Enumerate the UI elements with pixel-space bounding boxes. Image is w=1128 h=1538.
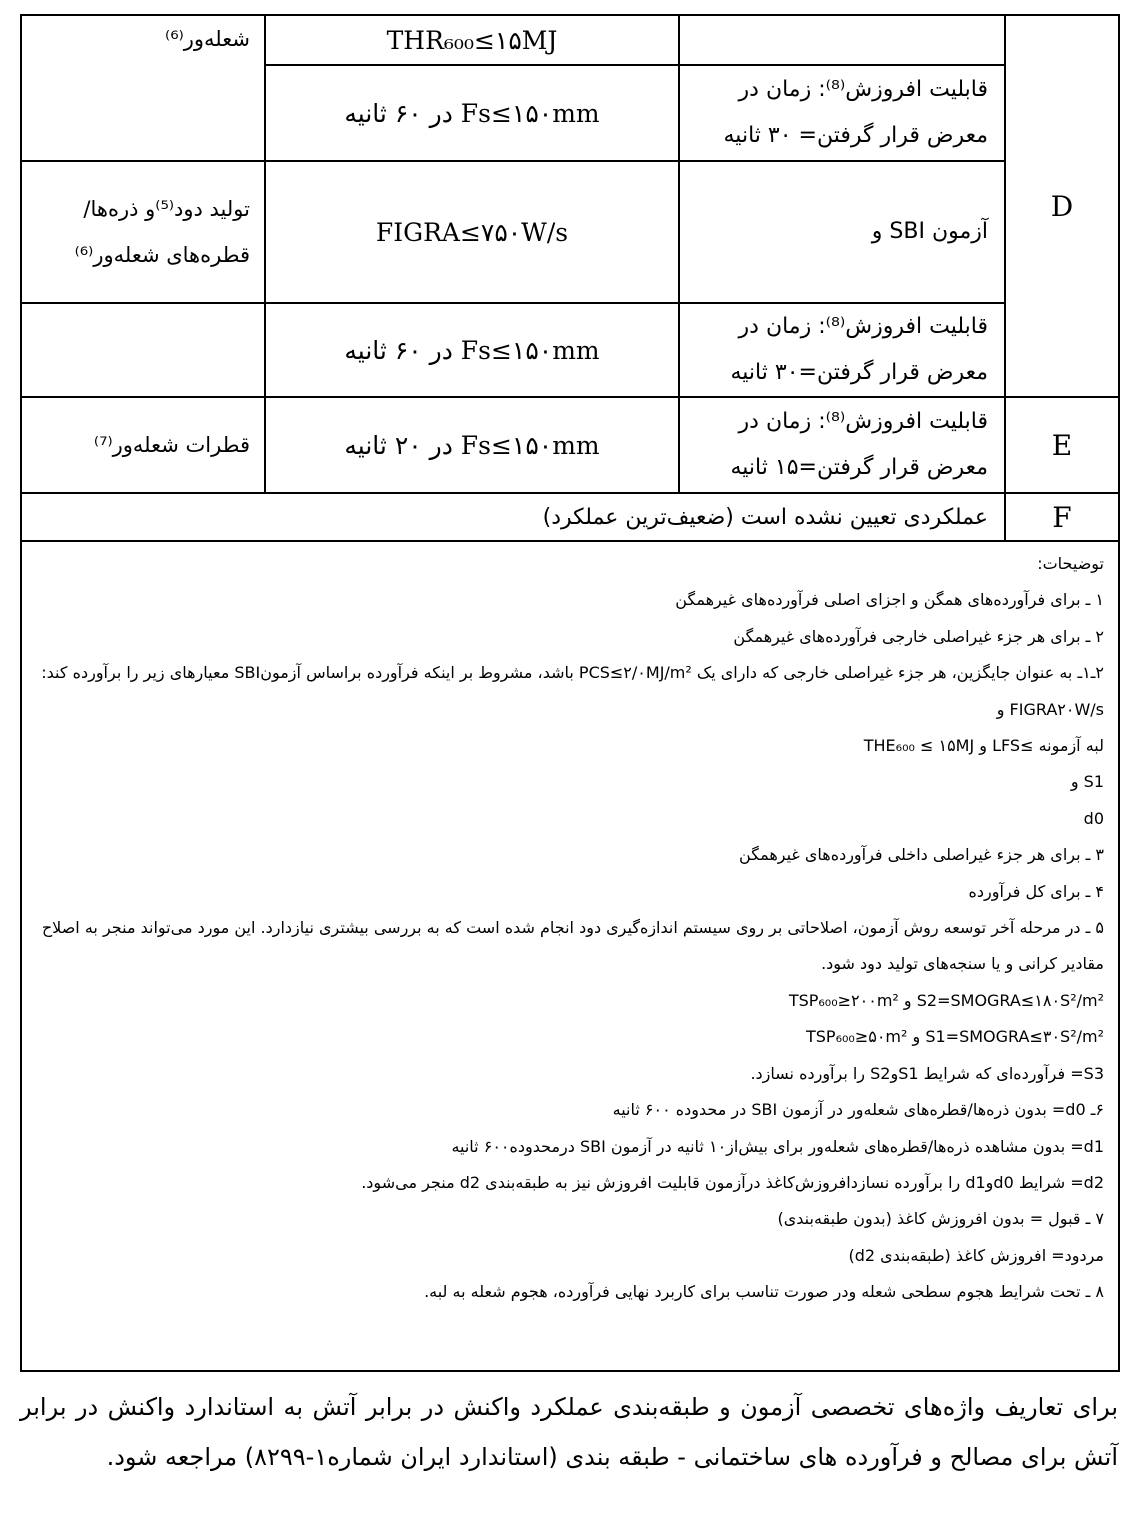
note-criterion-figra: FIGRA۲۰W/s و	[996, 699, 1104, 719]
ignitability-criterion-cell-e: Fs≤۱۵۰mm در ۲۰ ثانیه	[265, 397, 679, 493]
note-s2: S2=SMOGRA≤۱۸۰S²/m² و TSP₆₀₀≥۲۰۰m²	[788, 990, 1104, 1010]
note-d1: d1= بدون مشاهده ذره‌ها/قطره‌های شعله‌ور برای بیش‌از۱۰ ثانیه در آزمون SBI درمحدوده۶۰۰ ثانیه	[451, 1136, 1104, 1156]
ignitability-criterion-cell-d: Fs≤۱۵۰mm در ۶۰ ثانیه	[265, 303, 679, 397]
class-f-label: F	[1005, 493, 1119, 541]
thr-criterion-cell: THR₆₀₀≤۱۵MJ	[265, 15, 679, 65]
classification-table	[20, 14, 1120, 1372]
flaming-droplets-cell: قطرات شعله‌ور⁽⁷⁾	[21, 397, 265, 493]
note-4: ۴ ـ برای کل فرآورده	[968, 881, 1104, 901]
ignitability-requirement-cell-d: قابلیت افروزش⁽⁸⁾: زمان در معرض قرار گرفتن=۳۰ ثانیه	[679, 303, 1005, 397]
note-7-fail: مردود= افروزش کاغذ (طبقه‌بندی d2)	[848, 1245, 1104, 1265]
note-5: ۵ ـ در مرحله آخر توسعه روش آزمون، اصلاحاتی بر روی سیستم اندازه‌گیری دود انجام شده است که به بررسی بیشتری نیازدارد. این مورد می‌تواند منجر به اصلاح مقادیر کرانی و یا سنجه‌های تولید دود شود.	[41, 918, 1104, 974]
class-e-label: E	[1005, 397, 1119, 493]
class-f-text: عملکردی تعیین نشده است (ضعیف‌ترین عملکرد)	[21, 493, 1005, 541]
note-2-1: ۲ـ۱ـ به عنوان جایگزین، هر جزء غیراصلی خارجی که دارای یک PCS≤۲/۰MJ/m² باشد، مشروط بر اینکه فرآورده براساس آزمونSBI معیارهای زیر را برآورده کند:	[41, 663, 1104, 683]
empty-extra-cell	[21, 303, 265, 397]
table-row	[21, 397, 1119, 493]
ignitability-criterion-cell: Fs≤۱۵۰mm در ۶۰ ثانیه	[265, 65, 679, 161]
notes-row	[21, 541, 1119, 1371]
note-3: ۳ ـ برای هر جزء غیراصلی داخلی فرآورده‌های غیرهمگن	[739, 845, 1104, 865]
notes-title: توضیحات:	[1037, 554, 1104, 573]
note-2: ۲ ـ برای هر جزء غیراصلی خارجی فرآورده‌های غیرهمگن	[733, 626, 1104, 646]
notes-cell	[21, 541, 1119, 1371]
table-row	[21, 15, 1119, 65]
note-criterion-d0: d0	[1083, 808, 1104, 828]
table-row	[21, 303, 1119, 397]
note-s3: S3= فرآورده‌ای که شرایط S1وS2 را برآورده نسازد.	[750, 1063, 1104, 1083]
ignitability-requirement-cell-e: قابلیت افروزش⁽⁸⁾: زمان در معرض قرار گرفتن=۱۵ ثانیه	[679, 397, 1005, 493]
ignitability-requirement-cell: قابلیت افروزش⁽⁸⁾: زمان در معرض قرار گرفتن= ۳۰ ثانیه	[679, 65, 1005, 161]
extra-flaming-cell: شعله‌ور⁽⁶⁾	[21, 15, 265, 161]
note-7: ۷ ـ قبول = بدون افروزش کاغذ (بدون طبقه‌بندی)	[777, 1209, 1104, 1229]
note-1: ۱ ـ برای فرآورده‌های همگن و اجزای اصلی فرآورده‌های غیرهمگن	[675, 590, 1104, 610]
note-criterion-s1: S1 و	[1070, 772, 1104, 792]
note-6: ۶ـ d0= بدون ذره‌ها/قطره‌های شعله‌ور در آزمون SBI در محدوده ۶۰۰ ثانیه	[612, 1100, 1104, 1120]
note-s1: S1=SMOGRA≤۳۰S²/m² و TSP₆₀₀≥۵۰m²	[806, 1027, 1104, 1047]
smoke-droplets-cell: تولید دود⁽⁵⁾و ذره‌ها/قطره‌های شعله‌ور⁽⁶⁾	[21, 161, 265, 303]
note-d2: d2= شرایط d0وd1 را برآورده نسازدافروزش‌کاغذ درآزمون قابلیت افروزش نیز به طبقه‌بندی d2 منجر می‌شود.	[361, 1172, 1104, 1192]
footer-reference-paragraph: برای تعاریف واژه‌های تخصصی آزمون و طبقه‌بندی عملکرد واکنش در برابر آتش به استاندارد واکنش در برابر آتش برای مصالح و فرآورده های ساختمانی - طبقه بندی (استاندارد ایران شماره۱-۸۲۹۹) مراجعه شود.	[20, 1393, 1118, 1471]
note-criterion-lfs: لبه آزمونه ≥LFS و THE₆₀₀ ≤ ۱۵MJ	[863, 736, 1104, 756]
class-d-label: D	[1005, 15, 1119, 397]
note-8: ۸ ـ تحت شرایط هجوم سطحی شعله ودر صورت تناسب برای کاربرد نهایی فرآورده، هجوم شعله به لبه.	[424, 1282, 1104, 1302]
table-row	[21, 161, 1119, 303]
table-row	[21, 493, 1119, 541]
figra-criterion-cell: FIGRA≤۷۵۰W/s	[265, 161, 679, 303]
sbi-requirement-cell: آزمون SBI و	[679, 161, 1005, 303]
empty-requirement-cell	[679, 15, 1005, 65]
